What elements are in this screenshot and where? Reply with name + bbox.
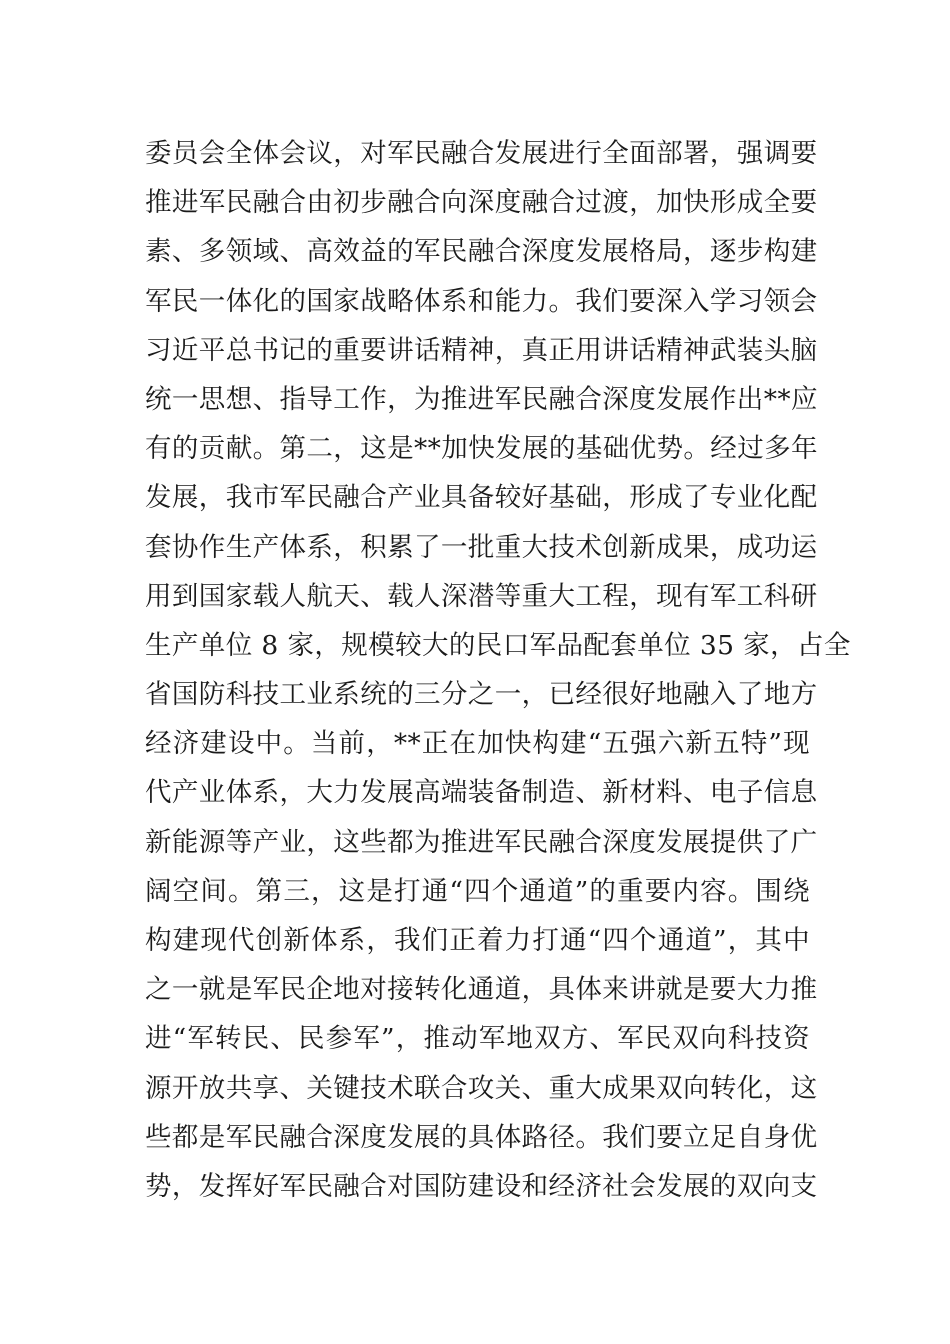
text-line: 生产单位 8 家，规模较大的民口军品配套单位 35 家，占全 <box>145 629 851 661</box>
text-line: 委员会全体会议，对军民融合发展进行全面部署，强调要 <box>145 138 818 169</box>
body-text <box>145 129 851 1211</box>
text-line: 省国防科技工业系统的三分之一，已经很好地融入了地方 <box>145 679 818 711</box>
text-line: 军民一体化的国家战略体系和能力。我们要深入学习领会 <box>145 285 818 317</box>
text-line: 素、多领域、高效益的军民融合深度发展格局，逐步构建 <box>145 236 818 268</box>
text-line: 势，发挥好军民融合对国防建设和经济社会发展的双向支 <box>145 1170 818 1202</box>
text-line: 构建现代创新体系，我们正着力打通“四个通道”，其中 <box>145 925 810 956</box>
text-line: 代产业体系，大力发展高端装备制造、新材料、电子信息 <box>145 777 818 809</box>
text-line: 套协作生产体系，积累了一批重大技术创新成果，成功运 <box>145 531 818 563</box>
text-line: 阔空间。第三，这是打通“四个通道”的重要内容。围绕 <box>145 875 810 907</box>
text-line: 之一就是军民企地对接转化通道，具体来讲就是要大力推 <box>145 974 818 1006</box>
text-line: 用到国家载人航天、载人深潜等重大工程，现有军工科研 <box>145 580 818 612</box>
text-line: 进“军转民、民参军”，推动军地双方、军民双向科技资 <box>145 1023 810 1055</box>
text-line: 源开放共享、关键技术联合攻关、重大成果双向转化，这 <box>145 1072 818 1104</box>
text-line: 习近平总书记的重要讲话精神，真正用讲话精神武装头脑 <box>145 334 818 366</box>
text-line: 有的贡献。第二，这是**加快发展的基础优势。经过多年 <box>145 433 818 465</box>
text-line: 新能源等产业，这些都为推进军民融合深度发展提供了广 <box>145 826 818 858</box>
text-line: 经济建设中。当前，**正在加快构建“五强六新五特”现 <box>145 728 810 760</box>
text-line: 推进军民融合由初步融合向深度融合过渡，加快形成全要 <box>145 187 818 219</box>
text-line: 发展，我市军民融合产业具备较好基础，形成了专业化配 <box>145 482 818 514</box>
text-line: 些都是军民融合深度发展的具体路径。我们要立足自身优 <box>145 1121 818 1153</box>
text-line: 统一思想、指导工作，为推进军民融合深度发展作出**应 <box>145 383 818 415</box>
